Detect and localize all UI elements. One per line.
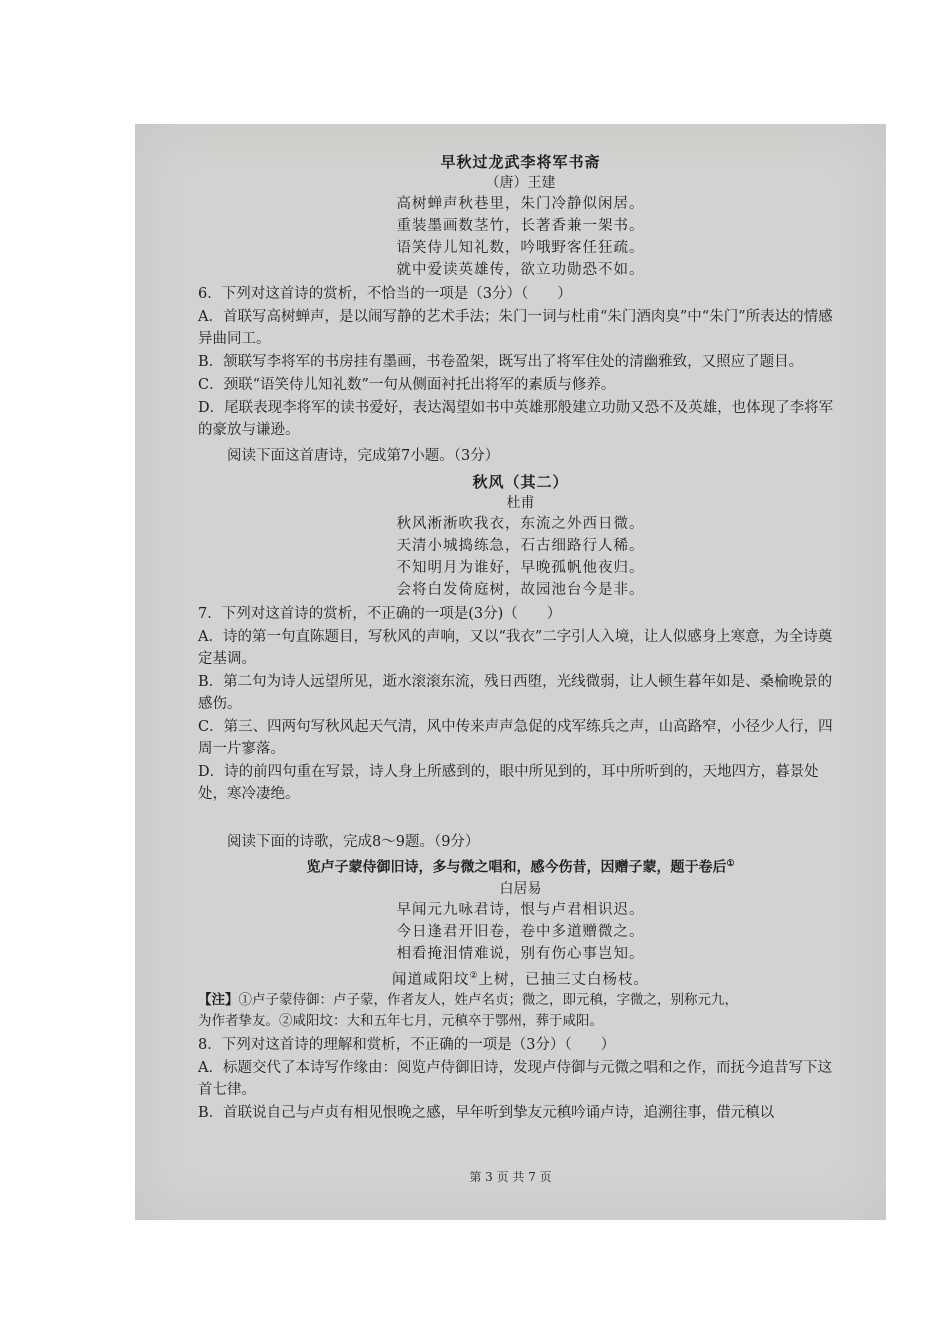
poem2-line: 秋风淅淅吹我衣，东流之外西日微。 [396,516,645,532]
poem3-author: 白居易 [499,880,542,897]
question-6-option-d: D．尾联表现李将军的读书爱好，表达渴望如书中英雄那般建立功勋又恐不及英雄，也体现了李将军的豪放与谦逊。 [198,400,834,438]
poem1-line: 语笑侍儿知礼数，吟哦野客任狂疏。 [396,240,645,256]
question-8-stem: 8．下列对这首诗的理解和赏析，不正确的一项是（3分）（ ） [198,1037,616,1054]
question-6-option-b: B．颔联写李将军的书房挂有墨画，书卷盈架，既写出了将军住处的清幽雅致，又照应了题目。 [198,354,804,370]
question-7-option-b: B．第二句为诗人远望所见，逝水滚滚东流，残日西堕，光线微弱，让人顿生暮年如是、桑榆晚景的感伤。 [198,674,833,712]
question-6-option-c: C．颈联“语笑侍儿知礼数”一句从侧面衬托出将军的素质与修养。 [198,377,616,393]
scanned-page [135,124,886,1220]
question-7-stem: 7．下列对这首诗的赏析，不正确的一项是(3分)（ ） [198,606,562,622]
poem3-line [198,965,843,991]
page-footer: 第 3 页 共 7 页 [469,1170,552,1184]
poem1-line: 高树蝉声秋巷里，朱门冷静似闲居。 [396,196,645,212]
poem1-line: 就中爱读英雄传，欲立功勋恐不如。 [396,262,645,278]
poem1-line: 重装墨画数茎竹，长著香兼一架书。 [396,218,645,234]
poem3-line4-part1: 闻道咸阳坟 [391,971,470,988]
poem3-line: 早闻元九咏君诗，恨与卢君相识迟。 [396,901,645,918]
poem2-line: 会将白发倚庭树，故园池台今是非。 [396,582,645,598]
footnote-mark: ② [469,970,479,981]
poem2-line: 天清小城捣练急，石古细路行人稀。 [396,538,645,554]
page-content [198,151,843,1124]
question-6-option-a: A．首联写高树蝉声，是以闹写静的艺术手法；朱门一词与杜甫“朱门酒肉臭”中“朱门”所表达的情感异曲同工。 [198,309,833,347]
question-6-stem: 6．下列对这首诗的赏析，不恰当的一项是（3分）（ ） [198,286,572,302]
poem2-title: 秋风（其二） [472,473,569,491]
poem3-line: 今日逢君开旧卷，卷中多道赠微之。 [396,923,645,940]
note-label: 【注】 [198,992,239,1009]
question-7-option-c: C．第三、四两句写秋风起天气清，风中传来声声急促的戍军练兵之声，山高路窄，小径少人行，四周一片寥落。 [198,719,833,757]
footnote-mark: ① [726,859,735,869]
poem1-title: 早秋过龙武李将军书斋 [440,153,601,171]
question-8-9-instruction: 阅读下面的诗歌，完成8～9题。（9分） [227,834,480,850]
poem1-author: （唐）王建 [485,175,556,191]
question-8-option-b: B．首联说自己与卢贞有相见恨晚之感，早年听到挚友元稹吟诵卢诗，追溯往事，借元稹以 [198,1105,775,1122]
note-line-1: ①卢子蒙侍御：卢子蒙，作者友人，姓卢名贞；微之，即元稹，字微之，别称元九， [238,992,738,1009]
poem3-line4-part2: 上树，已抽三丈白杨枝。 [478,971,650,988]
annotation-note [198,990,843,1011]
poem3-title [198,853,843,879]
poem3-title-text: 览卢子蒙侍御旧诗，多与微之唱和，感今伤昔，因赠子蒙，题于卷后 [306,859,727,876]
poem2-author: 杜甫 [506,495,535,511]
poem3-line: 相看掩泪情难说，别有伤心事岂知。 [396,945,645,962]
note-line-2: 为作者挚友。②咸阳坟：大和五年七月，元稹卒于鄂州，葬于咸阳。 [198,1013,603,1030]
question-7-option-a: A．诗的第一句直陈题目，写秋风的声响，又以“我衣”二字引人入境，让人似感身上寒意，为全诗奠定基调。 [198,629,833,667]
question-8-option-a: A．标题交代了本诗写作缘由：阅览卢侍御旧诗，发现卢侍御与元微之唱和之作，而抚今追昔写下这首七律。 [198,1060,832,1099]
question-7-instruction: 阅读下面这首唐诗，完成第7小题。（3分） [227,448,500,464]
poem2-line: 不知明月为谁好，早晚孤帆他夜归。 [396,560,645,576]
question-7-option-d: D．诗的前四句重在写景，诗人身上所感到的，眼中所见到的，耳中所听到的，天地四方，暮景处处，寒冷凄绝。 [198,764,819,802]
